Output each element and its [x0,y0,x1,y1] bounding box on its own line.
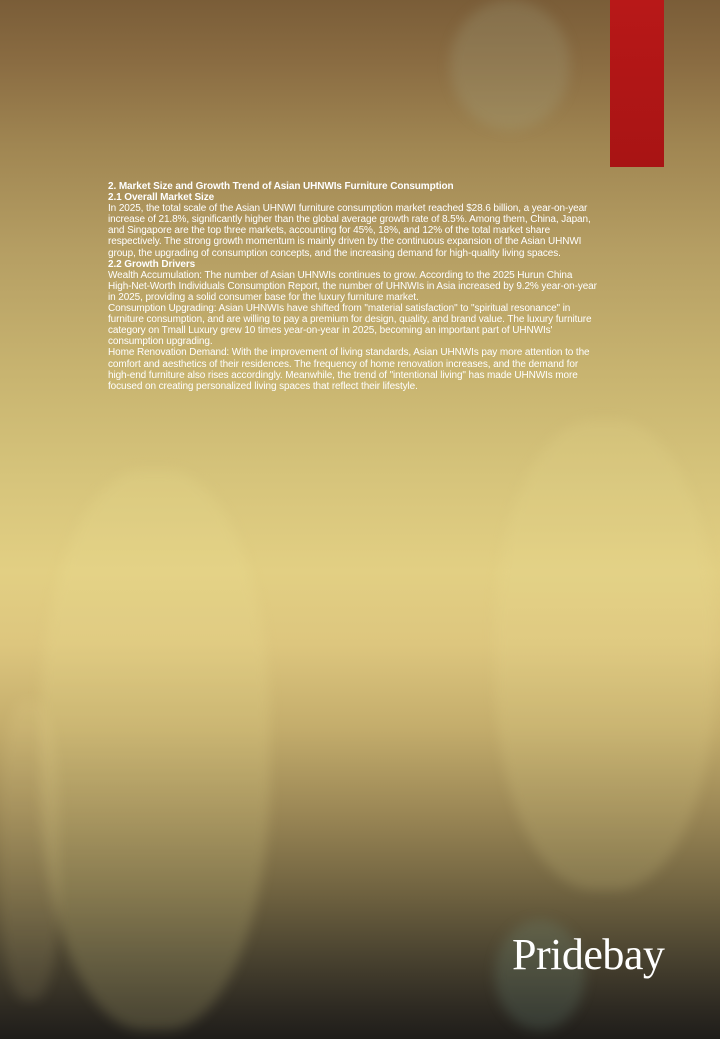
driver-home-renovation: Home Renovation Demand: With the improvement of living standards, Asian UHNWIs pay more attention to the comfort and aesthetics of their residences. The frequency of home renovation increases, and the demand for high-end furniture also rises accordingly. Meanwhile, the trend of "intentional living" has made UHNWIs more focused on creating personalized living spaces that reflect their lifestyle. [108,347,590,392]
section-title: 2. Market Size and Growth Trend of Asian UHNWIs Furniture Consumption [108,181,454,192]
market-size-paragraph: In 2025, the total scale of the Asian UHNWI furniture consumption market reached $28.6 billion, a year-on-year increase of 21.8%, significantly higher than the global average growth rate of 8.5%. Among them, China, Japan, and Singapore are the top three markets, accounting for 45%, 18%, and 12% of the total market share respectively. The strong growth momentum is mainly driven by the continuous expansion of the Asian UHNWI group, the upgrading of consumption concepts, and the increasing demand for high-quality living spaces. [108,203,591,259]
background-bokeh [450,0,570,130]
subsection-title-growth-drivers: 2.2 Growth Drivers [108,258,196,270]
background-bokeh [495,420,715,890]
driver-consumption-upgrading: Consumption Upgrading: Asian UHNWIs have shifted from "material satisfaction" to "spiritual resonance" in furniture consumption, and are willing to pay a premium for design, quality, and brand value. The luxury furniture category on Tmall Luxury grew 10 times year-on-year in 2025, becoming an important part of UHNWIs' consumption upgrading. [108,303,592,348]
brand-logo: Pridebay [512,930,665,979]
driver-wealth-accumulation: Wealth Accumulation: The number of Asian UHNWIs continues to grow. According to the 2025 Hurun China High-Net-Worth Individuals Consumption Report, the number of UHNWIs in Asia increased by 9.2% year-on-year in 2025, providing a solid consumer base for the luxury furniture market. [108,269,597,303]
background-bokeh [0,700,60,1000]
document-body [108,181,598,392]
subsection-title-market-size: 2.1 Overall Market Size [108,192,215,204]
background-bokeh [40,470,270,1030]
red-accent-tab [610,0,664,167]
